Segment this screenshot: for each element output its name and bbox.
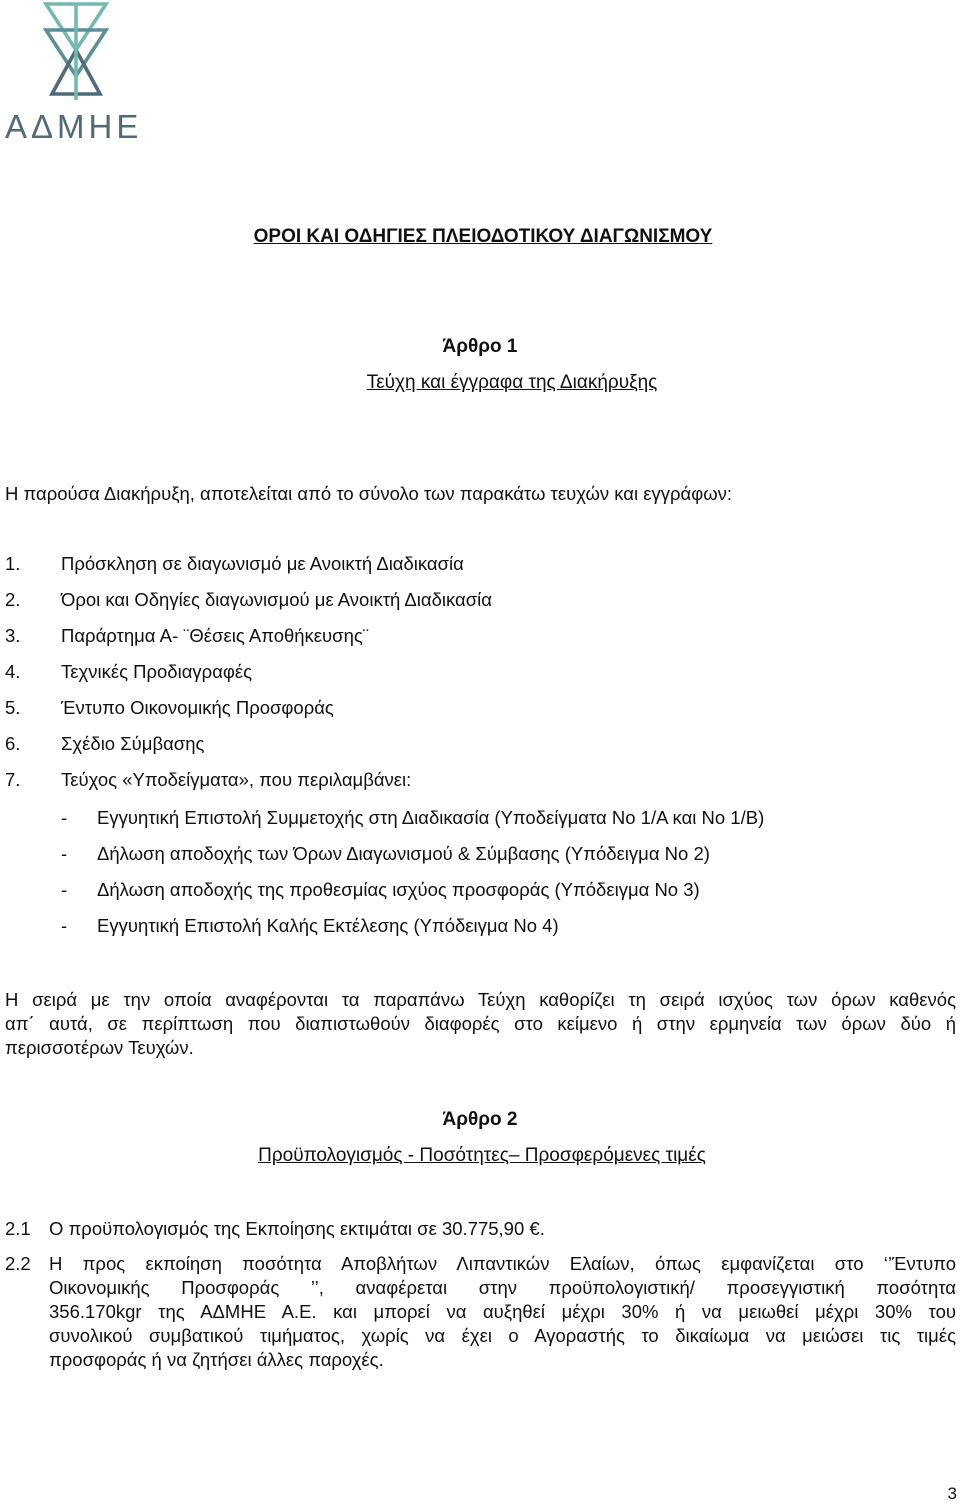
article-1-intro: Η παρούσα Διακήρυξη, αποτελείται από το σύνολο των παρακάτω τευχών και εγγράφων: bbox=[5, 483, 733, 504]
page-number: 3 bbox=[947, 1484, 957, 1503]
paragraph-text: Η προς εκποίηση ποσότητα Αποβλήτων Λιπαντικών Ελαίων, όπως εμφανίζεται στο ‘’Έντυπο Οικονομικής Προσφοράς ’’, αναφέρεται στην προϋπολογιστική/ προσεγγιστική ποσότητα 356.170kgr της ΑΔΜΗΕ Α.Ε. και μπορεί να αυξηθεί μέχρι 30% ή να μειωθεί μέχρι 30% του συνολικού συμβατικού τιμήματος, χωρίς να έχει ο Αγοραστής το δικαίωμα να μειώσει τις τιμές προσφοράς ή να ζητήσει άλλες παροχές. bbox=[49, 1253, 956, 1370]
article-2-heading: Άρθρο 2 bbox=[442, 1109, 518, 1130]
admie-logo bbox=[2, 0, 148, 146]
article-1-subheading: Τεύχη και έγγραφα της Διακήρυξης bbox=[366, 372, 658, 393]
paragraph-number: 2.2 bbox=[5, 1253, 31, 1274]
paragraph-text: Ο προϋπολογισμός της Εκποίησης εκτιμάται σε 30.775,90 €. bbox=[49, 1218, 545, 1239]
logo-wordmark: ΑΔΜΗΕ bbox=[5, 108, 143, 145]
logo-triangles-icon bbox=[2, 0, 148, 110]
page-title: ΟΡΟΙ ΚΑΙ ΟΔΗΓΙΕΣ ΠΛΕΙΟΔΟΤΙΚΟΥ ΔΙΑΓΩΝΙΣΜΟΥ bbox=[253, 226, 713, 247]
article-1-heading: Άρθρο 1 bbox=[442, 336, 518, 357]
order-paragraph: Η σειρά με την οποία αναφέρονται τα παραπάνω Τεύχη καθορίζει τη σειρά ισχύος των όρων καθενός απ΄ αυτά, σε περίπτωση που διαπιστωθούν διαφορές στο κείμενο ή στην ερμηνεία των όρων δύο ή περισσοτέρων Τευχών. bbox=[5, 989, 956, 1058]
paragraph-number: 2.1 bbox=[5, 1218, 31, 1239]
article-2-subheading: Προϋπολογισμός - Ποσότητες– Προσφερόμενες τιμές bbox=[258, 1145, 706, 1166]
